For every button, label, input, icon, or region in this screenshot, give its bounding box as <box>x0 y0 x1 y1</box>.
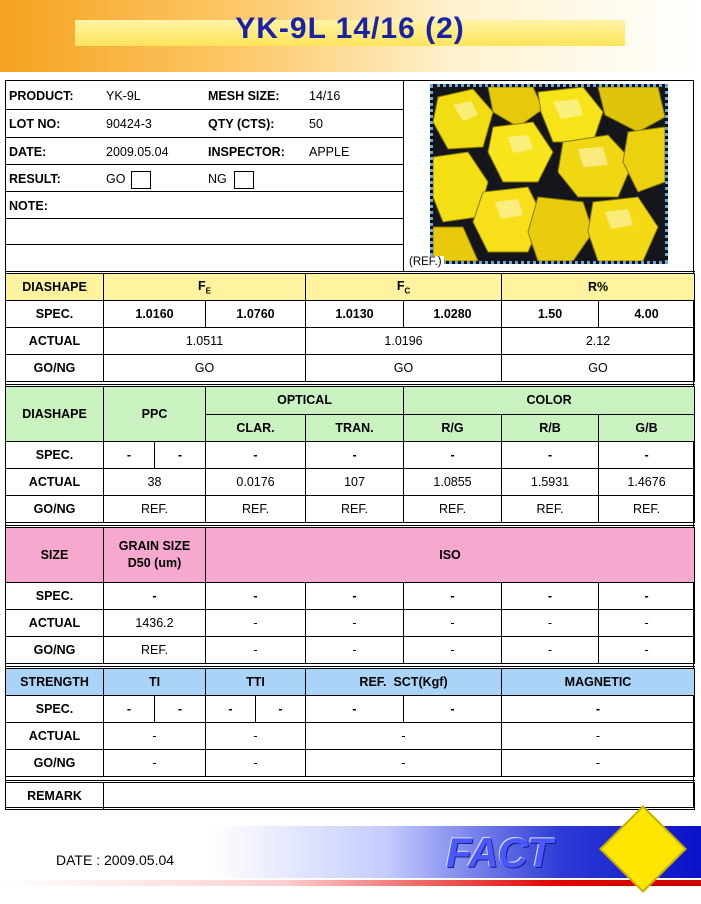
actual-label: ACTUAL <box>6 328 104 355</box>
spec-cell: - <box>599 583 695 610</box>
gong-cell: - <box>404 637 502 664</box>
actual-cell: 1.4676 <box>599 469 695 496</box>
strength-label: STRENGTH <box>6 668 104 696</box>
gong-cell: GO <box>104 355 306 382</box>
info-row-product <box>5 82 403 110</box>
spec-cell: - <box>502 696 695 723</box>
spec-label: SPEC. <box>6 583 104 610</box>
spec-cell: - <box>155 442 206 469</box>
spec-cell: 1.0280 <box>404 301 502 328</box>
date-label: DATE: <box>9 145 47 159</box>
spec-label: SPEC. <box>6 301 104 328</box>
ng-label: NG <box>208 172 227 186</box>
tti-header: TTI <box>206 668 306 696</box>
gong-cell: REF. <box>502 496 599 523</box>
qty-label: QTY (CTS): <box>208 117 275 131</box>
size-table <box>5 525 695 664</box>
gong-cell: - <box>502 637 599 664</box>
gong-label: GO/NG <box>6 637 104 664</box>
actual-cell: - <box>206 723 306 750</box>
gong-cell: - <box>206 637 306 664</box>
optical-color-table <box>5 384 695 523</box>
actual-label: ACTUAL <box>6 610 104 637</box>
spec-label: SPEC. <box>6 442 104 469</box>
product-label: PRODUCT: <box>9 89 74 103</box>
sct-header: REF. SCT(Kgf) <box>306 668 502 696</box>
iso-header: ISO <box>206 527 695 583</box>
lot-value: 90424-3 <box>106 117 152 131</box>
actual-cell: - <box>502 723 695 750</box>
gong-cell: REF. <box>599 496 695 523</box>
spec-label: SPEC. <box>6 696 104 723</box>
ng-checkbox[interactable] <box>234 171 254 189</box>
page-title: YK-9L 14/16 (2) <box>235 12 465 45</box>
gong-cell: - <box>306 637 404 664</box>
spec-cell: - <box>404 442 502 469</box>
gong-cell: REF. <box>206 496 306 523</box>
rg-header: R/G <box>404 414 502 442</box>
crystals-image <box>433 87 665 261</box>
actual-label: ACTUAL <box>6 723 104 750</box>
rb-header: R/B <box>502 414 599 442</box>
gong-cell: REF. <box>306 496 404 523</box>
remark-label: REMARK <box>6 782 104 810</box>
gong-cell: - <box>306 750 502 777</box>
actual-cell: - <box>104 723 206 750</box>
ti-header: TI <box>104 668 206 696</box>
go-checkbox[interactable] <box>131 171 151 189</box>
remark-table <box>5 780 695 810</box>
actual-label: ACTUAL <box>6 469 104 496</box>
fact-logo: FACT <box>446 829 552 876</box>
gong-cell: REF. <box>104 496 206 523</box>
spec-cell: - <box>306 442 404 469</box>
spec-cell: - <box>306 583 404 610</box>
result-label: RESULT: <box>9 172 61 186</box>
info-row-note <box>5 192 403 219</box>
clar-header: CLAR. <box>206 414 306 442</box>
spec-cell: - <box>206 442 306 469</box>
strength-table <box>5 666 695 777</box>
qty-value: 50 <box>309 117 323 131</box>
ppc-header: PPC <box>104 386 206 442</box>
spec-cell: - <box>599 442 695 469</box>
date-value: 2009.05.04 <box>106 145 169 159</box>
spec-cell: - <box>104 696 155 723</box>
actual-cell: 1.5931 <box>502 469 599 496</box>
info-row-date <box>5 138 403 165</box>
size-label: SIZE <box>6 527 104 583</box>
spec-cell: - <box>104 442 155 469</box>
spec-cell: 4.00 <box>599 301 695 328</box>
photo-area <box>403 80 694 271</box>
optical-header: OPTICAL <box>206 386 404 415</box>
spec-cell: 1.50 <box>502 301 599 328</box>
gb-header: G/B <box>599 414 695 442</box>
spec-cell: 1.0160 <box>104 301 206 328</box>
go-label: GO <box>106 172 126 186</box>
photo-caption: (REF.) <box>409 256 442 268</box>
spec-cell: - <box>155 696 206 723</box>
remark-field[interactable] <box>104 782 695 810</box>
magnetic-header: MAGNETIC <box>502 668 695 696</box>
fe-header: $F_E$ <box>104 273 306 301</box>
footer-date: DATE : 2009.05.04 <box>56 852 175 868</box>
gong-cell: GO <box>306 355 502 382</box>
gong-label: GO/NG <box>6 355 104 382</box>
spec-cell: - <box>104 583 206 610</box>
actual-cell: 1436.2 <box>104 610 206 637</box>
note-line-1 <box>5 219 403 245</box>
gong-cell: - <box>502 750 695 777</box>
spec-cell: - <box>502 442 599 469</box>
actual-cell: 1.0196 <box>306 328 502 355</box>
diashape2-label: DIASHAPE <box>6 386 104 442</box>
grain-size-header: GRAIN SIZE D50 (um) <box>104 527 206 583</box>
actual-cell: 107 <box>306 469 404 496</box>
diashape-label: DIASHAPE <box>6 273 104 301</box>
product-value: YK-9L <box>106 89 141 103</box>
tran-header: TRAN. <box>306 414 404 442</box>
gong-cell: - <box>206 750 306 777</box>
gong-label: GO/NG <box>6 750 104 777</box>
gong-cell: - <box>599 637 695 664</box>
mesh-value: 14/16 <box>309 89 341 103</box>
spec-cell: 1.0760 <box>206 301 306 328</box>
actual-cell: - <box>306 723 502 750</box>
spec-cell: - <box>404 696 502 723</box>
fc-header: $F_C$ <box>306 273 502 301</box>
gong-cell: REF. <box>404 496 502 523</box>
gong-cell: REF. <box>104 637 206 664</box>
actual-cell: - <box>502 610 599 637</box>
note-label: NOTE: <box>9 199 48 213</box>
actual-cell: - <box>404 610 502 637</box>
footer-red-line <box>0 880 701 886</box>
mesh-label: MESH SIZE: <box>208 89 280 103</box>
gong-label: GO/NG <box>6 496 104 523</box>
actual-cell: 0.0176 <box>206 469 306 496</box>
spec-cell: 1.0130 <box>306 301 404 328</box>
diamond-crystals-photo <box>430 84 668 264</box>
spec-cell: - <box>306 696 404 723</box>
inspector-value: APPLE <box>309 145 350 159</box>
spec-cell: - <box>502 583 599 610</box>
inspector-label: INSPECTOR: <box>208 145 285 159</box>
actual-cell: - <box>599 610 695 637</box>
actual-cell: - <box>206 610 306 637</box>
actual-cell: 2.12 <box>502 328 695 355</box>
actual-cell: 1.0855 <box>404 469 502 496</box>
actual-cell: - <box>306 610 404 637</box>
lot-label: LOT NO: <box>9 117 61 131</box>
spec-cell: - <box>206 583 306 610</box>
actual-cell: 1.0511 <box>104 328 306 355</box>
r-header: R% <box>502 273 695 301</box>
gong-cell: GO <box>502 355 695 382</box>
info-row-result <box>5 165 403 192</box>
spec-cell: - <box>256 696 306 723</box>
spec-cell: - <box>206 696 256 723</box>
info-row-lot <box>5 110 403 138</box>
gong-cell: - <box>104 750 206 777</box>
spec-cell: - <box>404 583 502 610</box>
diashape-table <box>5 271 695 382</box>
actual-cell: 38 <box>104 469 206 496</box>
color-header: COLOR <box>404 386 695 415</box>
